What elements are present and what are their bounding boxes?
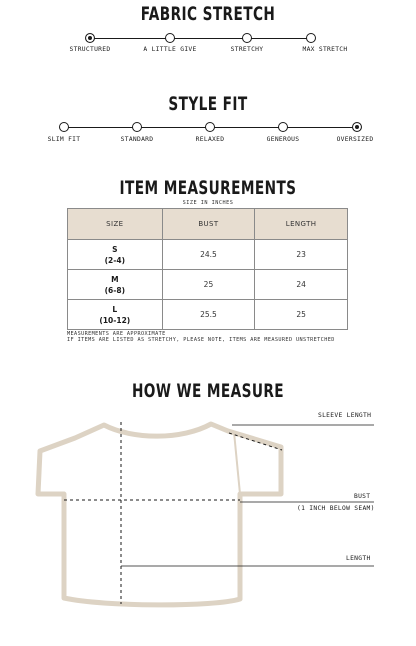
measurements-table	[67, 208, 348, 330]
size-unit-subtitle: SIZE IN INCHES	[182, 200, 234, 206]
size-range: (10-12)	[99, 315, 131, 325]
style-fit-label: SLIM FIT	[47, 136, 81, 143]
bust-cell: 24.5	[162, 240, 255, 270]
size-letter: M	[111, 274, 119, 284]
size-cell	[68, 240, 163, 270]
size-letter: L	[112, 304, 118, 314]
tshirt-diagram	[0, 400, 416, 646]
style-fit-node-3	[278, 122, 288, 132]
style-fit-label: OVERSIZED	[336, 136, 374, 143]
header-size: SIZE	[68, 209, 163, 240]
fabric-stretch-label: STRETCHY	[230, 46, 264, 53]
size-letter: S	[112, 244, 118, 254]
length-label: LENGTH	[346, 555, 371, 562]
fabric-stretch-label: STRUCTURED	[69, 46, 111, 53]
table-row	[68, 270, 348, 300]
tshirt-outline	[38, 424, 281, 605]
style-fit-node-0	[59, 122, 69, 132]
item-measurements-title: ITEM MEASUREMENTS	[119, 177, 297, 199]
style-fit-node-2	[205, 122, 215, 132]
table-row	[68, 240, 348, 270]
style-fit-scale	[0, 0, 416, 150]
fabric-stretch-label: A LITTLE GIVE	[143, 46, 197, 53]
size-range: (6-8)	[104, 285, 126, 295]
approximate-note: MEASUREMENTS ARE APPROXIMATE	[67, 331, 166, 337]
style-fit-label: RELAXED	[195, 136, 225, 143]
length-cell: 23	[255, 240, 348, 270]
size-cell	[68, 270, 163, 300]
style-fit-node-1	[132, 122, 142, 132]
style-fit-label: GENEROUS	[266, 136, 300, 143]
shoulder-seam	[234, 432, 240, 494]
table-row	[68, 300, 348, 330]
style-fit-title: STYLE FIT	[168, 93, 248, 115]
fabric-stretch-title: FABRIC STRETCH	[140, 3, 276, 25]
fabric-stretch-label: MAX STRETCH	[302, 46, 348, 53]
style-fit-node-4	[352, 122, 362, 132]
unstretched-note: IF ITEMS ARE LISTED AS STRETCHY, PLEASE NOTE, ITEMS ARE MEASURED UNSTRETCHED	[67, 337, 335, 343]
bust-cell: 25.5	[162, 300, 255, 330]
style-fit-label: STANDARD	[120, 136, 154, 143]
table-header-row	[68, 209, 348, 240]
header-bust: BUST	[162, 209, 255, 240]
sleeve-length-label: SLEEVE LENGTH	[318, 412, 372, 419]
how-we-measure-title: HOW WE MEASURE	[131, 380, 285, 402]
bust-note-label: (1 INCH BELOW SEAM)	[297, 505, 375, 512]
length-cell: 25	[255, 300, 348, 330]
bust-label: BUST	[354, 493, 371, 500]
header-length: LENGTH	[255, 209, 348, 240]
size-cell	[68, 300, 163, 330]
size-range: (2-4)	[104, 255, 126, 265]
length-cell: 24	[255, 270, 348, 300]
bust-cell: 25	[162, 270, 255, 300]
